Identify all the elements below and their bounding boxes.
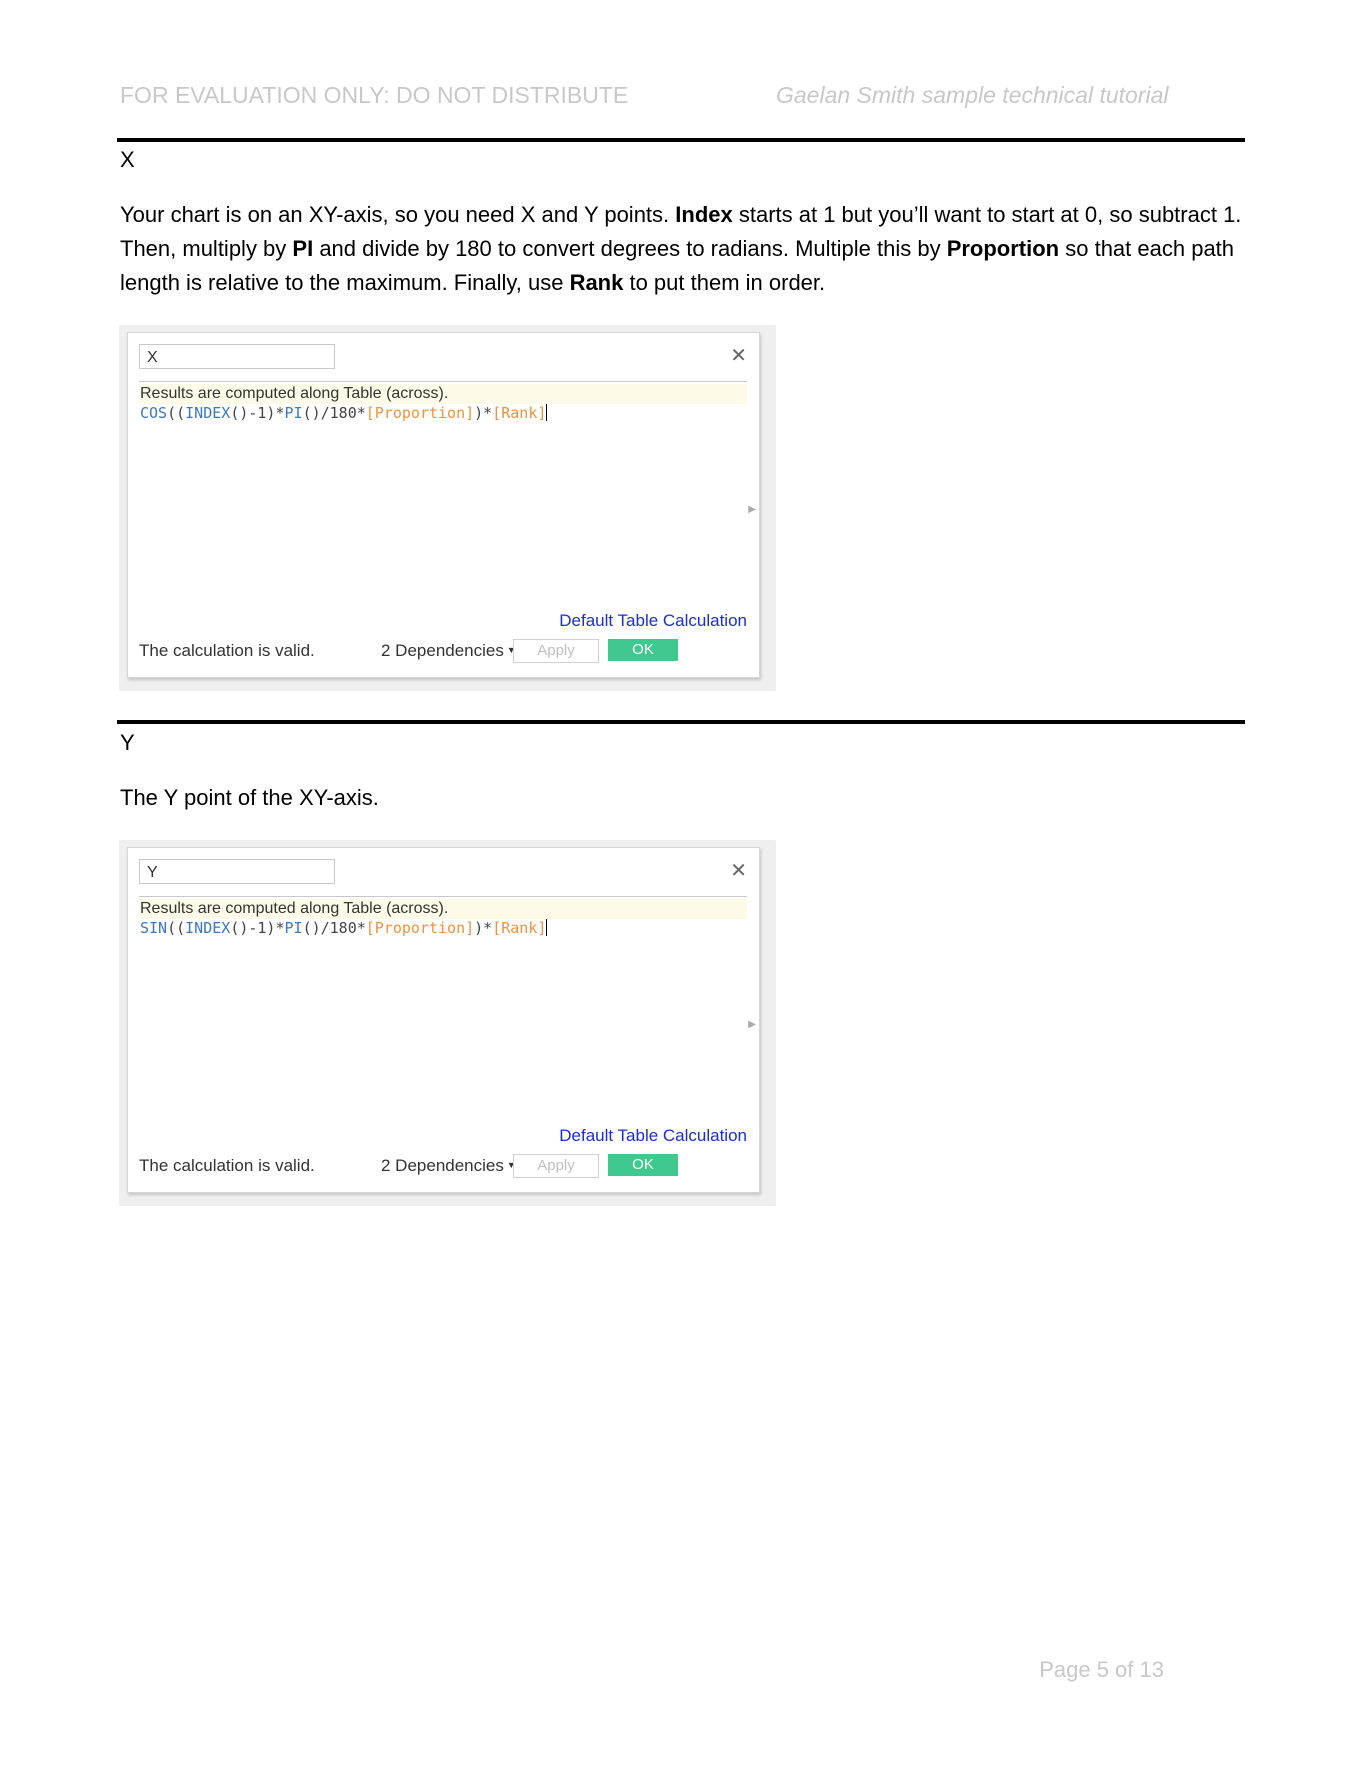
code-operator: ()/180*: [302, 919, 366, 937]
page-number: Page 5 of 13: [1039, 1657, 1164, 1682]
validation-status: The calculation is valid.: [139, 641, 315, 660]
ok-button[interactable]: OK: [608, 1154, 678, 1176]
text-run: Your chart is on an XY-axis, so you need X and Y points.: [120, 202, 676, 227]
dependencies-label: 2 Dependencies: [381, 1156, 504, 1175]
text-caret: [546, 919, 547, 936]
formula-editor[interactable]: [140, 404, 547, 423]
section-heading-x: X: [120, 147, 135, 172]
text-run: to put them in order.: [623, 270, 826, 295]
dependencies-dropdown[interactable]: [381, 641, 516, 661]
close-icon[interactable]: ✕: [730, 860, 747, 882]
header-right-text: Gaelan Smith sample technical tutorial: [776, 82, 1169, 108]
code-field: [Proportion]: [365, 404, 475, 422]
table-calc-note: Results are computed along Table (across).: [139, 384, 747, 404]
bold-term-pi: PI: [292, 236, 314, 261]
section-divider: [117, 138, 1245, 142]
divider: [139, 896, 747, 897]
bold-term-proportion: Proportion: [946, 236, 1060, 261]
text-run: The Y point of the XY-axis.: [120, 785, 379, 810]
code-function: INDEX: [185, 404, 231, 422]
table-calc-note: Results are computed along Table (across).: [139, 899, 747, 919]
text-run: so that each path length is relative to the maximum. Finally, use: [120, 236, 1235, 295]
default-table-calculation-link[interactable]: Default Table Calculation: [559, 611, 747, 630]
code-operator: ()/180*: [302, 404, 366, 422]
section-x-paragraph: [120, 198, 1245, 300]
section-y-paragraph: [120, 781, 1245, 815]
code-operator: )*: [474, 919, 493, 937]
close-icon[interactable]: ✕: [730, 345, 747, 367]
section-divider: [117, 720, 1245, 724]
code-function: PI: [284, 919, 303, 937]
section-heading-y: Y: [120, 730, 135, 755]
calc-dialog: [127, 847, 760, 1193]
text-run: and divide by 180 to convert degrees to radians. Multiple this by: [313, 236, 947, 261]
bold-term-rank: Rank: [569, 270, 624, 295]
apply-button[interactable]: Apply: [513, 639, 599, 663]
calc-name-input[interactable]: X: [139, 344, 335, 369]
divider: [139, 381, 747, 382]
scroll-arrow-icon[interactable]: ▶: [748, 504, 756, 515]
formula-editor[interactable]: [140, 919, 547, 938]
code-function: SIN: [140, 919, 168, 937]
code-field: [Rank]: [492, 404, 547, 422]
code-function: PI: [284, 404, 303, 422]
code-operator: ((: [167, 404, 186, 422]
dropdown-caret-icon: ▼: [506, 645, 516, 655]
dependencies-dropdown[interactable]: [381, 1156, 516, 1176]
text-run: starts at 1 but you’ll want to start at 0, so subtract 1. Then, multiply by: [120, 202, 1242, 261]
code-field: [Proportion]: [365, 919, 475, 937]
code-operator: ()-1)*: [230, 404, 285, 422]
calc-name-input[interactable]: Y: [139, 859, 335, 884]
ok-button[interactable]: OK: [608, 639, 678, 661]
text-caret: [546, 404, 547, 421]
calc-dialog-screenshot-y: [119, 840, 776, 1206]
scroll-arrow-icon[interactable]: ▶: [748, 1019, 756, 1030]
apply-button[interactable]: Apply: [513, 1154, 599, 1178]
code-function: INDEX: [185, 919, 231, 937]
dropdown-caret-icon: ▼: [506, 1160, 516, 1170]
code-function: COS: [140, 404, 168, 422]
header-left-text: FOR EVALUATION ONLY: DO NOT DISTRIBUTE: [120, 82, 629, 108]
default-table-calculation-link[interactable]: Default Table Calculation: [559, 1126, 747, 1145]
code-field: [Rank]: [492, 919, 547, 937]
code-operator: )*: [474, 404, 493, 422]
code-operator: ()-1)*: [230, 919, 285, 937]
validation-status: The calculation is valid.: [139, 1156, 315, 1175]
bold-term-index: Index: [675, 202, 733, 227]
dependencies-label: 2 Dependencies: [381, 641, 504, 660]
code-operator: ((: [167, 919, 186, 937]
calc-dialog: [127, 332, 760, 678]
calc-dialog-screenshot-x: [119, 325, 776, 691]
